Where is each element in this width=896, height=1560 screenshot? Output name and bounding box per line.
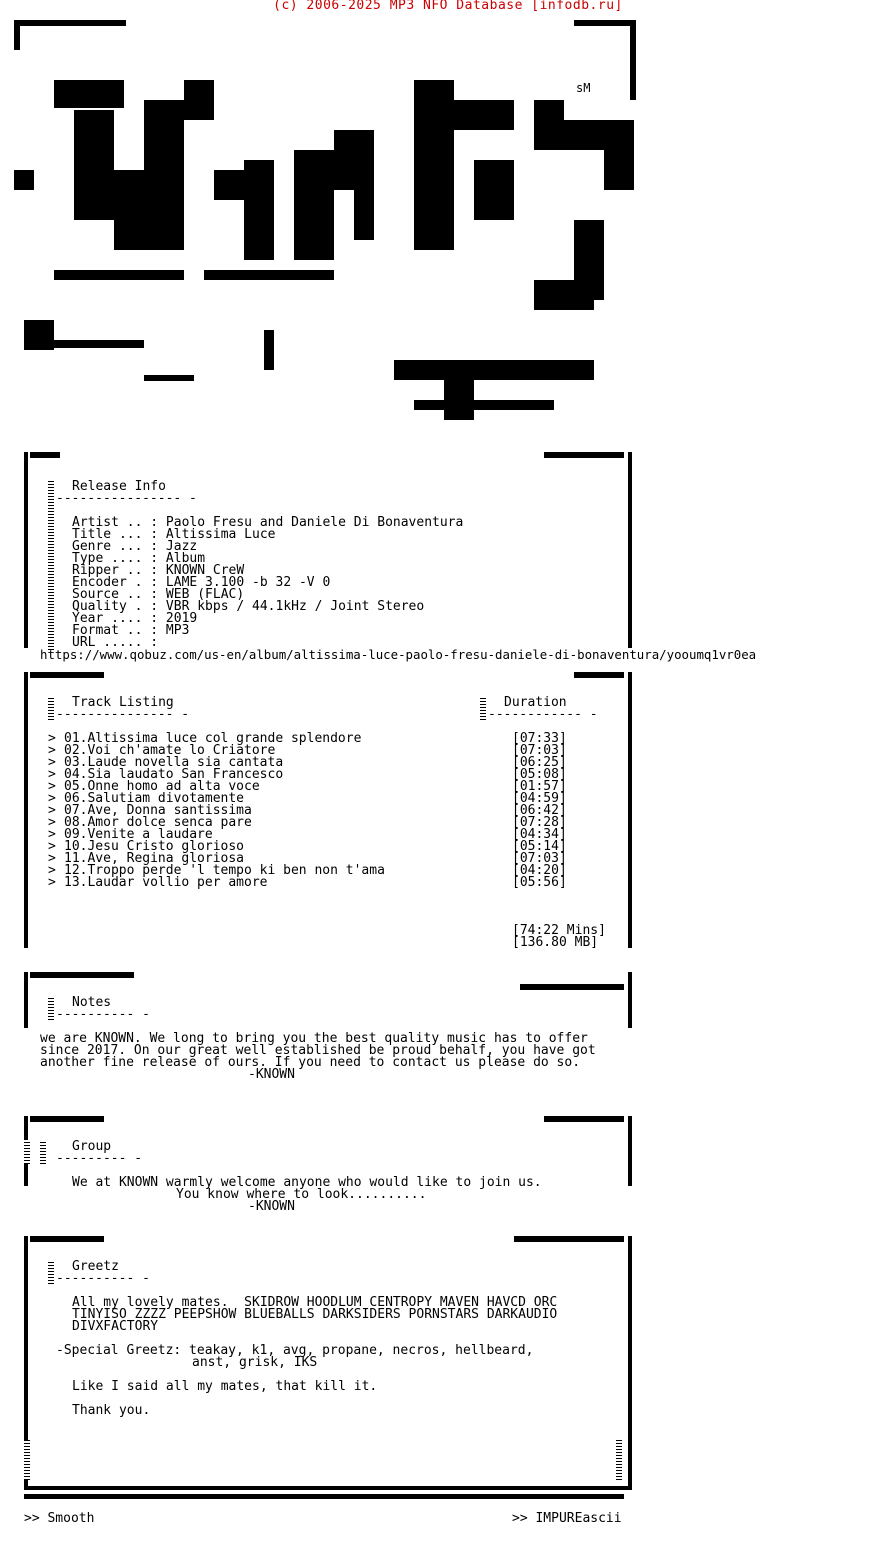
track-title: 08.Amor dolce senca pare bbox=[64, 815, 252, 830]
heading-underline: --------- - bbox=[56, 1151, 143, 1166]
shade-bar bbox=[48, 1260, 54, 1284]
track-bullet-icon: > bbox=[48, 779, 56, 794]
release-url-link[interactable]: https://www.qobuz.com/us-en/album/altissima-luce-paolo-fresu-daniele-di-bonaventura/yooumq1vr0ea bbox=[40, 647, 757, 662]
shade-bar bbox=[480, 696, 486, 720]
greetz-mates-line: All my lovely mates. SKIDROW HOODLUM CENTROPY MAVEN HAVCD ORC bbox=[72, 1295, 558, 1310]
track-duration: [07:28] bbox=[512, 815, 567, 830]
track-title: 09.Venite a laudare bbox=[64, 827, 213, 842]
track-bullet-icon: > bbox=[48, 731, 56, 746]
track-title: 12.Troppo perde 'l tempo ki ben non t'ama bbox=[64, 863, 385, 878]
track-duration: [06:42] bbox=[512, 803, 567, 818]
track-bullet-icon: > bbox=[48, 767, 56, 782]
track-bullet-icon: > bbox=[48, 863, 56, 878]
heading-underline: ---------- - bbox=[56, 1271, 150, 1286]
track-listing-heading: Track Listing bbox=[72, 695, 174, 710]
release-row: Type .... : Album bbox=[72, 551, 206, 566]
group-heading: Group bbox=[72, 1139, 112, 1154]
release-row: Quality . : VBR kbps / 44.1kHz / Joint Stereo bbox=[72, 599, 425, 614]
track-bullet-icon: > bbox=[48, 851, 56, 866]
total-time: [74:22 Mins] bbox=[512, 923, 606, 938]
track-title: 13.Laudar vollio per amore bbox=[64, 875, 268, 890]
shade-bar bbox=[24, 1440, 30, 1480]
total-size: [136.80 MB] bbox=[512, 935, 599, 950]
shade-bar bbox=[48, 480, 54, 650]
greetz-mates-line: DIVXFACTORY bbox=[72, 1319, 159, 1334]
track-duration: [05:08] bbox=[512, 767, 567, 782]
track-bullet-icon: > bbox=[48, 755, 56, 770]
release-row: Encoder . : LAME 3.100 -b 32 -V 0 bbox=[72, 575, 331, 590]
track-duration: [06:25] bbox=[512, 755, 567, 770]
track-title: 02.Voi ch'amate lo Criatore bbox=[64, 743, 276, 758]
notes-signature: -KNOWN bbox=[248, 1067, 295, 1082]
greetz-thanks: Thank you. bbox=[72, 1403, 151, 1418]
group-signature: -KNOWN bbox=[248, 1199, 295, 1214]
release-info-heading: Release Info bbox=[72, 479, 166, 494]
release-row: Genre ... : Jazz bbox=[72, 539, 198, 554]
track-duration: [07:03] bbox=[512, 851, 567, 866]
footer-right: >> IMPUREascii bbox=[512, 1511, 622, 1526]
release-row: URL ..... : bbox=[72, 635, 159, 650]
track-list bbox=[48, 733, 588, 889]
bottom-rule bbox=[24, 1494, 624, 1499]
notes-line: we are KNOWN. We long to bring you the best quality music has to offer bbox=[40, 1031, 588, 1046]
credit-line: (c) 2006-2025 MP3 NFO Database [infodb.ru] bbox=[273, 0, 623, 13]
track-bullet-icon: > bbox=[48, 839, 56, 854]
track-bullet-icon: > bbox=[48, 791, 56, 806]
release-row: Format .. : MP3 bbox=[72, 623, 190, 638]
shade-bar bbox=[24, 1140, 30, 1164]
logo-tag: sM bbox=[576, 81, 591, 95]
track-title: 05.Onne homo ad alta voce bbox=[64, 779, 260, 794]
heading-underline: ---------------- - bbox=[56, 491, 197, 506]
release-row: Title ... : Altissima Luce bbox=[72, 527, 276, 542]
footer-left: >> Smooth bbox=[24, 1511, 95, 1526]
duration-heading: Duration bbox=[504, 695, 567, 710]
release-row: Source .. : WEB (FLAC) bbox=[72, 587, 245, 602]
track-bullet-icon: > bbox=[48, 743, 56, 758]
track-title: 01.Altissima luce col grande splendore bbox=[64, 731, 362, 746]
track-bullet-icon: > bbox=[48, 803, 56, 818]
track-duration: [05:56] bbox=[512, 875, 567, 890]
track-duration: [04:34] bbox=[512, 827, 567, 842]
greetz-heading: Greetz bbox=[72, 1259, 119, 1274]
release-info-list bbox=[72, 517, 463, 649]
track-duration: [05:14] bbox=[512, 839, 567, 854]
greetz-mates-line: TINYISO ZZZZ PEEPSHOW BLUEBALLS DARKSIDERS PORNSTARS DARKAUDIO bbox=[72, 1307, 558, 1322]
release-row: Year .... : 2019 bbox=[72, 611, 198, 626]
heading-underline: ------------ - bbox=[488, 707, 598, 722]
greetz-special-line: anst, grisk, IKS bbox=[192, 1355, 318, 1370]
notes-line: another fine release of ours. If you need to contact us please do so. bbox=[40, 1055, 581, 1070]
group-line: We at KNOWN warmly welcome anyone who would like to join us. bbox=[72, 1175, 542, 1190]
track-title: 03.Laude novella sia cantata bbox=[64, 755, 284, 770]
shade-bar bbox=[40, 1140, 46, 1164]
track-title: 11.Ave, Regina gloriosa bbox=[64, 851, 245, 866]
ascii-logo-art bbox=[14, 20, 644, 445]
group-line: You know where to look.......... bbox=[176, 1187, 427, 1202]
notes-heading: Notes bbox=[72, 995, 112, 1010]
track-duration: [07:03] bbox=[512, 743, 567, 758]
greetz-kill-line: Like I said all my mates, that kill it. bbox=[72, 1379, 378, 1394]
track-bullet-icon: > bbox=[48, 827, 56, 842]
heading-underline: --------------- - bbox=[56, 707, 190, 722]
shade-bar bbox=[616, 1440, 622, 1480]
track-duration: [04:20] bbox=[512, 863, 567, 878]
track-duration: [04:59] bbox=[512, 791, 567, 806]
release-row: Artist .. : Paolo Fresu and Daniele Di Bonaventura bbox=[72, 515, 464, 530]
notes-line: since 2017. On our great well established be proud behalf, you have got bbox=[40, 1043, 596, 1058]
greetz-special-line: -Special Greetz: teakay, k1, avg, propane, necros, hellbeard, bbox=[56, 1343, 534, 1358]
track-bullet-icon: > bbox=[48, 815, 56, 830]
track-bullet-icon: > bbox=[48, 875, 56, 890]
track-row bbox=[48, 877, 588, 889]
track-title: 07.Ave, Donna santissima bbox=[64, 803, 252, 818]
release-row: Ripper .. : KNOWN CreW bbox=[72, 563, 245, 578]
track-duration: [07:33] bbox=[512, 731, 567, 746]
heading-underline: ---------- - bbox=[56, 1007, 150, 1022]
track-title: 06.Salutiam divotamente bbox=[64, 791, 245, 806]
track-title: 04.Sia laudato San Francesco bbox=[64, 767, 284, 782]
shade-bar bbox=[48, 996, 54, 1020]
track-title: 10.Jesu Cristo glorioso bbox=[64, 839, 245, 854]
track-duration: [01:57] bbox=[512, 779, 567, 794]
shade-bar bbox=[48, 696, 54, 720]
